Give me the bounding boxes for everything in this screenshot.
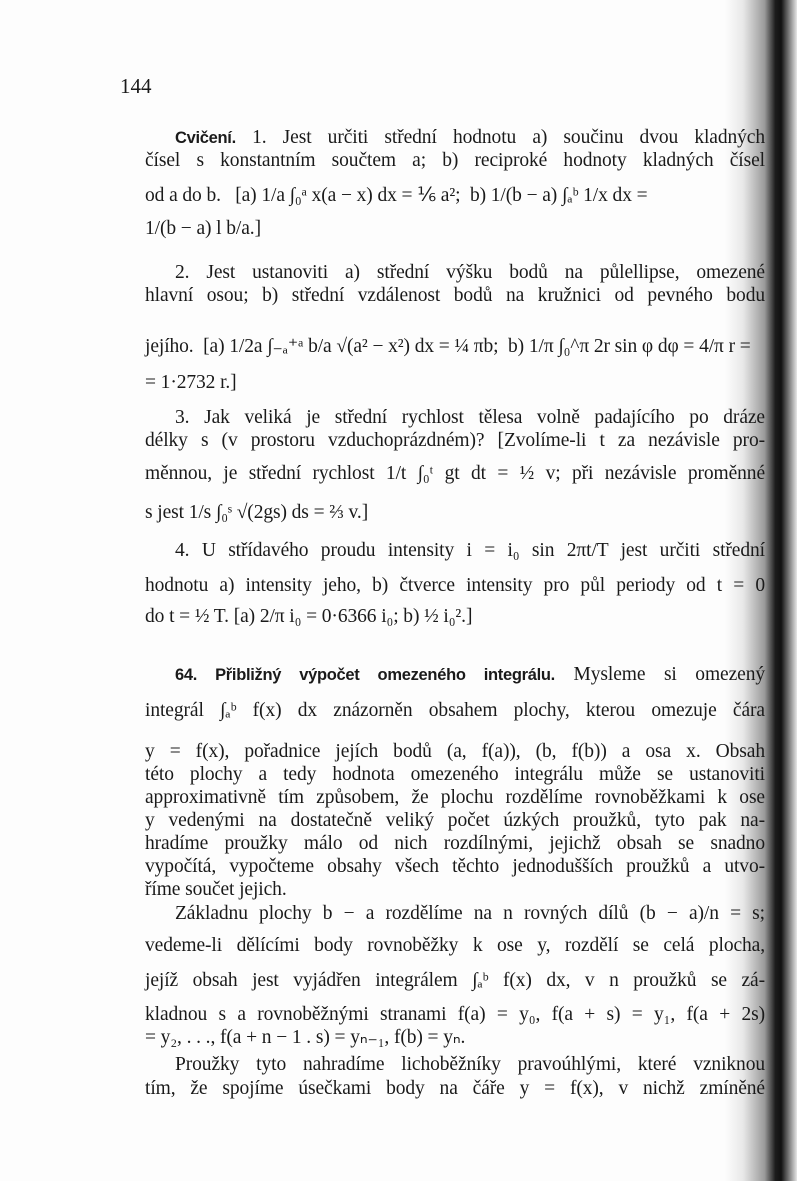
exercise-4-text: U střídavého proudu intensity i = i₀ sin 2πt/T jest určiti střední [201,540,765,561]
exercise-1-line-1 [145,127,765,149]
exercise-1-answer-b: b) 1/(b − a) ∫ₐᵇ 1/x dx = [469,185,648,206]
section-64-p1-line: hradíme proužky málo od nich rozdílnými, jejichž obsah se snadno [145,833,765,854]
exercise-2-line-1 [145,262,765,284]
exercise-3-line-4: s jest 1/s ∫₀ˢ √(2gs) ds = ⅔ v.] [145,502,369,523]
exercise-4-line-1 [145,540,765,562]
exercise-2-answer-a: [a) 1/2a ∫₋ₐ⁺ᵃ b/a √(a² − x²) dx = ¼ πb; [203,336,499,357]
exercise-1-range-text: od a do b. [145,185,221,206]
exercise-2-result: = 1·2732 r.] [145,372,237,393]
section-64-p1-line: integrál ∫ₐᵇ f(x) dx znázorněn obsahem plochy, kterou omezuje čára [145,700,765,721]
exercise-2-text: Jest ustanoviti a) střední výšku bodů na půlellipse, omezené [206,262,765,283]
section-64-p2-line: vedeme-li dělícími body rovnoběžky k ose y, rozdělí se celá plocha, [145,935,765,956]
exercise-3-number: 3. [175,407,190,428]
exercise-4-line-2: hodnotu a) intensity jeho, b) čtverce intensity pro půl periody od t = 0 [145,575,765,596]
section-64-p1-line: říme součet jejich. [145,879,287,900]
exercise-3-line-1 [145,407,765,429]
exercise-2-answer-b: b) 1/π ∫₀^π 2r sin φ dφ = 4/π r = [508,336,751,357]
section-64-p3-line: tím, že spojíme úsečkami body na čáře y = f(x), v nichž zmíněné [145,1078,765,1099]
exercise-1-line-2: čísel s konstantním součtem a; b) reciproké hodnoty kladných čísel [145,150,765,171]
section-64-p2-line: = y₂, . . ., f(a + n − 1 . s) = yₙ₋₁, f(b) = yₙ. [145,1027,466,1048]
exercise-3-text: Jak veliká je střední rychlost tělesa volně padajícího po dráze [204,407,765,428]
section-64-heading: 64. Přibližný výpočet omezeného integrálu. [175,666,555,684]
exercise-2-line-2: hlavní osou; b) střední vzdálenost bodů na kružnici od pevného bodu [145,285,765,306]
exercises-heading: Cvičení. [175,129,236,147]
exercise-2-formula-line [145,336,765,358]
section-64-p1-line: této plochy a tedy hodnota omezeného integrálu může se ustanoviti [145,764,765,785]
exercise-1-result: 1/(b − a) l b/a.] [145,218,261,239]
section-64-first-line [145,664,765,686]
section-64-p2-line: Základnu plochy b − a rozdělíme na n rovných dílů (b − a)/n = s; [175,903,765,924]
section-64-lead: Mysleme si omezený [573,664,765,685]
section-64-p2-line: kladnou s a rovnoběžnými stranami f(a) = y₀, f(a + s) = y₁, f(a + 2s) [145,1004,765,1025]
exercise-1-formula-line [145,185,765,207]
exercise-4-line-3: do t = ½ T. [a) 2/π i₀ = 0·6366 i₀; b) ½ i₀².] [145,606,473,627]
exercise-1-number: 1. [252,127,267,148]
exercise-1-text: Jest určiti střední hodnotu a) součinu dvou kladných [282,127,765,148]
page-number: 144 [120,74,152,98]
exercise-4-number: 4. [175,540,190,561]
exercise-2-ref-text: jejího. [145,336,194,357]
exercise-3-line-2: délky s (v prostoru vzduchoprázdném)? [Zvolíme-li t za nezávisle pro- [145,430,765,451]
section-64-p1-line: approximativně tím způsobem, že plochu rozdělíme rovnoběžkami k ose [145,787,765,808]
section-64-p3-line: Proužky tyto nahradíme lichoběžníky pravoúhlými, které vzniknou [175,1054,765,1075]
exercise-1-answer-a: [a) 1/a ∫₀ᵃ x(a − x) dx = ⅙ a²; [235,185,461,206]
exercise-2-number: 2. [175,262,190,283]
section-64-p1-line: y = f(x), pořadnice jejích bodů (a, f(a)), (b, f(b)) a osa x. Obsah [145,741,765,762]
section-64-p1-line: vypočítá, vypočteme obsahy všech těchto jednodušších proužků a utvo- [145,856,765,877]
exercise-3-line-3: měnnou, je střední rychlost 1/t ∫₀ᵗ gt dt = ½ v; při nezávisle proměnné [145,463,765,484]
section-64-p1-line: y vedenými na dostatečně veliký počet úzkých proužků, tyto pak na- [145,810,765,831]
section-64-p2-line: jejíž obsah jest vyjádřen integrálem ∫ₐᵇ f(x) dx, v n proužků se zá- [145,970,765,991]
